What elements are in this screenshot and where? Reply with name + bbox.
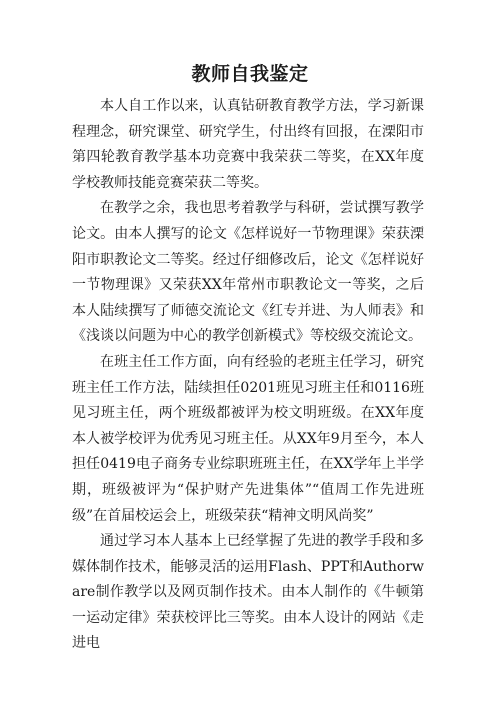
document-body	[72, 94, 424, 657]
paragraph-class-teacher-work: 在班主任工作方面，向有经验的老班主任学习，研究班主任工作方法，陆续担任0201班见习班主任和0116班见习班主任，两个班级都被评为校文明班级。在XX年度本人被学校评为优秀见习班主任。从XX年9月至今，本人担任0419电子商务专业综职班班主任，在XX学年上半学期，班级被评为“保护财产先进集体”“值周工作先进班级”在首届校运会上，班级荣获“精神文明风尚奖”	[72, 353, 424, 524]
paragraph-research-papers: 在教学之余，我也思考着教学与科研，尝试撰写教学论文。由本人撰写的论文《怎样说好一节物理课》荣获溧阳市职教论文二等奖。经过仔细修改后，论文《怎样说好一节物理课》又荣获XX年常州市职教论文一等奖，之后本人陆续撰写了师德交流论文《红专并进、为人师表》和《浅谈以问题为中心的教学创新模式》等校级交流论文。	[72, 200, 424, 345]
paragraph-teaching-awards: 本人自工作以来，认真钻研教育教学方法，学习新课程理念，研究课堂、研究学生，付出终有回报，在溧阳市第四轮教育教学基本功竞赛中我荣获二等奖，在XX年度学校教师技能竞赛荣获二等奖。	[72, 98, 424, 191]
paragraph-multimedia-skills: 通过学习本人基本上已经掌握了先进的教学手段和多媒体制作技术，能够灵活的运用Flash、PPT和Authorware制作教学以及网页制作技术。由本人制作的《牛顿第一运动定律》荣获校评比三等奖。由本人设计的网站《走进电	[72, 533, 424, 652]
document-title: 教师自我鉴定	[191, 63, 309, 85]
